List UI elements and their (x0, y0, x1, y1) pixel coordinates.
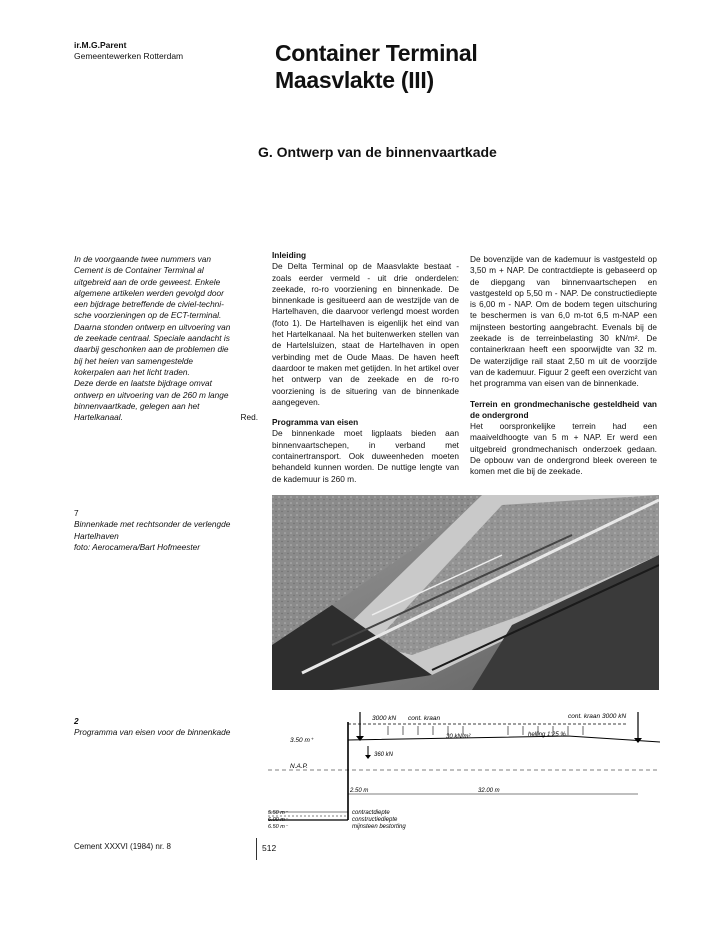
intro-line: algemene artikelen werden gevolgd door (74, 287, 224, 298)
caption-text: Programma van eisen voor de binnenkade (74, 727, 231, 738)
editorial-intro (74, 254, 260, 423)
title-line-2: Maasvlakte (III) (275, 67, 434, 93)
intro-line: kokerpalen aan het licht traden. (74, 366, 190, 377)
aerial-photo (272, 495, 659, 690)
paragraph-inleiding: De Delta Terminal op de Maasvlakte bestaat - zoals eerder vermeld - uit drie onderdelen: zeekade, ro-ro voorziening en binnenkade. De binnenkade is gesitueerd aan de westzijde van de Hartelhaven, die daarvoor verlengd moest worden (foto 1). De Hartelhaven is eigenlijk het eind van het Hartelkanaal. Na het buitenwerken stellen van de Hartelsluizen, staat de Hartelhaven in open verbinding met de Oude Maas. De haven heeft daardoor te maken met getijden. In het artikel over het ontwerp van de zeekade en de ro-ro voorziening is de situering van de binnenkade aangegeven. (272, 261, 459, 407)
figure-caption-diagram (74, 716, 264, 739)
page-rule (256, 838, 257, 860)
diagram-label: 30 kN/m² (446, 734, 471, 740)
intro-line: daarbij geschonken aan de problemen die (74, 344, 229, 355)
page-number: 512 (262, 843, 277, 853)
diagram-label: 5.50 m⁻ (268, 810, 288, 816)
title-line-1: Container Terminal (275, 40, 478, 66)
caption-line: foto: Aerocamera/Bart Hofmeester (74, 541, 201, 552)
intro-line: Daarna stonden ontwerp en uitvoering van (74, 321, 231, 332)
paragraph-kademuur: De bovenzijde van de kademuur is vastgesteld op 3,50 m + NAP. De contractdiepte is gebaseerd op de diepgang van binnenvaartschepen en vastgesteld op 5,50 m - NAP. De constructiediepte is 6,00 m - NAP. Om de bodem tegen uitschuring te beschermen is van 6,0 m-tot 6,5 m-NAP een mijnsteen bestorting aangebracht. Evenals bij de zeekade is de terreinbelasting 30 kN/m². De containerkraan heeft een spoorwijdte van 32 m. De waterzijdige rail staat 2,50 m uit de voorzijde van de kademuur. Figuur 2 geeft een overzicht van het programma van eisen van de binnenkade. (470, 254, 657, 389)
diagram-label: 6.50 m⁻ (268, 824, 288, 830)
intro-line: uitgebreid aan de orde geweest. Enkele (74, 276, 221, 287)
article-title (275, 40, 478, 94)
intro-line: In de voorgaande twee nummers van (74, 254, 211, 264)
diagram-label: 3.50 m⁺ (290, 737, 314, 744)
paragraph-programma: De binnenkade moet ligplaats bieden aan binnenvaartschepen, in verband met containertransport. Ook duweenheden moeten behandeld kunnen worden. De nuttige lengte van de kademuur is 260 m. (272, 428, 459, 484)
diagram-label: 3000 kN (372, 715, 397, 722)
author-block (74, 40, 183, 62)
diagram-label: helling 1:25 % (528, 732, 566, 738)
section-heading-terrein: Terrein en grondmechanische gesteldheid van de ondergrond (470, 398, 657, 420)
article-subtitle: G. Ontwerp van de binnenvaartkade (258, 144, 497, 160)
intro-line: Deze derde en laatste bijdrage omvat (74, 378, 212, 389)
intro-signature: Red. (240, 412, 258, 423)
diagram-label: constructiediepte (352, 817, 398, 823)
intro-line: Cement is de Container Terminal al (74, 265, 204, 276)
intro-line: een bijdrage betreffende de civiel-techni- (74, 299, 224, 310)
diagram-label: mijnsteen bestorting (352, 824, 406, 830)
diagram-label: 6.00 m⁻ (268, 817, 288, 823)
intro-line: binnenvaartkade, gelegen aan het (74, 400, 200, 411)
paragraph-terrein: Het oorspronkelijke terrein had een maaiveldhoogte van 5 m + NAP. Er werd een uitgebreid grondmechanisch onderzoek gedaan. De opbouw van de ondergrond bleek overeen te komen met die bij de zeekade. (470, 421, 657, 477)
caption-number: 7 (74, 508, 79, 518)
intro-line: sche voorzieningen op de ECT-terminal. (74, 310, 222, 321)
intro-line: ontwerp en uitvoering van de 260 m lange (74, 389, 229, 400)
figure-caption-photo (74, 508, 264, 553)
author-affiliation: Gemeentewerken Rotterdam (74, 51, 184, 61)
ground-surface (348, 736, 660, 742)
section-heading-inleiding: Inleiding (272, 250, 307, 260)
intro-line: bij het heien van samengestelde (74, 355, 194, 366)
diagram-label: cont. kraan 3000 kN (568, 713, 627, 720)
intro-line: de zeekade centraal. Speciale aandacht is (74, 333, 230, 344)
caption-line: Hartelhaven (74, 530, 119, 541)
journal-footer: Cement XXXVI (1984) nr. 8 (74, 842, 171, 851)
caption-line: Binnenkade met rechtsonder de verlengde (74, 519, 231, 530)
intro-line: Hartelkanaal. (74, 412, 123, 423)
diagram-label: cont. kraan (408, 715, 441, 722)
caption-number: 2 (74, 716, 79, 726)
diagram-label: N.A.P. (290, 763, 308, 770)
diagram-label: 2.50 m (350, 788, 369, 794)
text-column-3 (470, 254, 657, 478)
author-name: ir.M.G.Parent (74, 40, 127, 50)
section-heading-programma: Programma van eisen (272, 417, 359, 428)
diagram-label: 32.00 m (478, 788, 500, 794)
diagram-label: contractdiepte (352, 810, 390, 816)
diagram-label: 360 kN (374, 752, 394, 758)
text-column-2 (272, 250, 459, 485)
quay-requirements-diagram (268, 702, 660, 835)
